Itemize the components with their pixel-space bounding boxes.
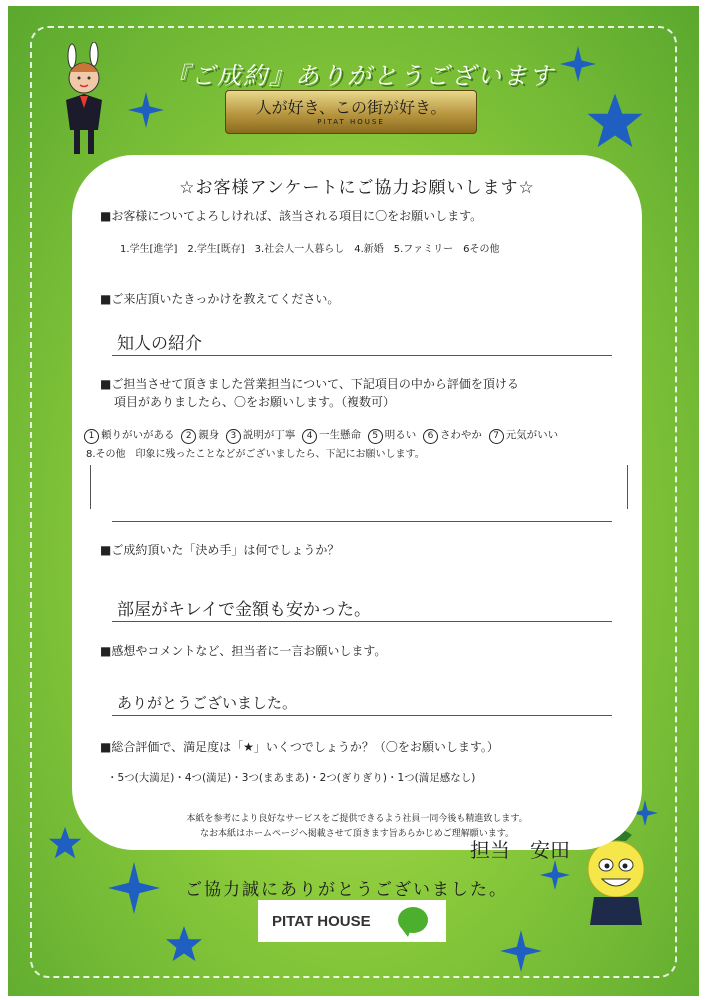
q1-question: ■お客様についてよろしければ、該当される項目に〇をお願いします。 xyxy=(100,209,483,223)
q3-comment-line xyxy=(112,521,612,522)
survey-card xyxy=(72,155,642,850)
mascot-character-icon xyxy=(58,42,114,162)
star-icon xyxy=(500,930,542,972)
q3-item[interactable]: 4 一生懸命 xyxy=(302,429,361,441)
q1-options: 1.学生[進学] 2.学生[既存] 3.社会人一人暮らし 4.新婚 5.ファミリー 6その他 xyxy=(120,244,500,255)
note-line2: なお本紙はホームページへ掲載させて頂きます旨あらかじめご理解願います。 xyxy=(199,829,515,839)
note-line1: 本紙を参考により良好なサービスをご提供できるよう社員一同今後も精進致します。 xyxy=(186,814,528,824)
logo-text: PITAT HOUSE xyxy=(272,913,371,930)
header-title: 『ご成約』ありがとうございます xyxy=(165,62,555,90)
q3-item[interactable]: 7 元気がいい xyxy=(489,429,559,441)
q3-item[interactable]: 6 さわやか xyxy=(423,429,482,441)
star-icon xyxy=(128,92,164,128)
q2-answer-line xyxy=(112,355,612,356)
q6-options[interactable]: ・5つ(大満足)・4つ(満足)・3つ(まあまあ)・2つ(ぎりぎり)・1つ(満足感なし) xyxy=(107,772,476,784)
q3-item[interactable]: 3 説明が丁寧 xyxy=(226,429,296,441)
q4-answer: 部屋がキレイで金額も安かった。 xyxy=(117,600,371,620)
q4-answer-line xyxy=(112,621,612,622)
q4-question: ■ご成約頂いた「決め手」は何でしょうか？ xyxy=(100,543,340,557)
star-icon xyxy=(540,860,570,890)
q3-question-line1: ■ご担当させて頂きました営業担当について、下記項目の中から評価を頂ける xyxy=(100,377,519,391)
q3-item[interactable]: 5 明るい xyxy=(368,429,417,441)
q3-other: 8.その他 印象に残ったことなどがございましたら、下記にお願いします。 xyxy=(86,449,425,460)
q2-question: ■ご来店頂いたきっかけを教えてください。 xyxy=(100,292,340,306)
slogan-text: 人が好き、この街が好き。 xyxy=(255,98,447,117)
slogan-brand: PITAT HOUSE xyxy=(317,118,385,126)
q5-answer: ありがとうございました。 xyxy=(117,694,298,712)
q3-items xyxy=(84,427,558,444)
q3-item[interactable]: 2 親身 xyxy=(181,429,219,441)
staff-signature: 担当 安田 xyxy=(470,838,570,862)
q6-question: ■総合評価で、満足度は「★」いくつでしょうか？（〇をお願いします。） xyxy=(100,740,499,754)
q3-comment-box[interactable] xyxy=(90,465,628,509)
q2-answer: 知人の紹介 xyxy=(117,334,202,354)
q5-question: ■感想やコメントなど、担当者に一言お願いします。 xyxy=(100,644,387,658)
survey-title: ☆お客様アンケートにご協力お願いします☆ xyxy=(179,178,535,198)
footer-thanks: ご協力誠にありがとうございました。 xyxy=(185,880,508,900)
star-icon xyxy=(165,925,203,963)
pitat-house-logo xyxy=(258,900,446,942)
q5-answer-line xyxy=(112,715,612,716)
slogan-plate xyxy=(225,90,477,134)
speech-bubble-icon xyxy=(398,907,428,933)
q3-question-line2: 項目がありましたら、〇をお願いします。（複数可） xyxy=(114,395,396,409)
star-icon xyxy=(108,862,160,914)
star-icon xyxy=(585,92,645,150)
q3-item[interactable]: 1 頼りがいがある xyxy=(84,429,175,441)
